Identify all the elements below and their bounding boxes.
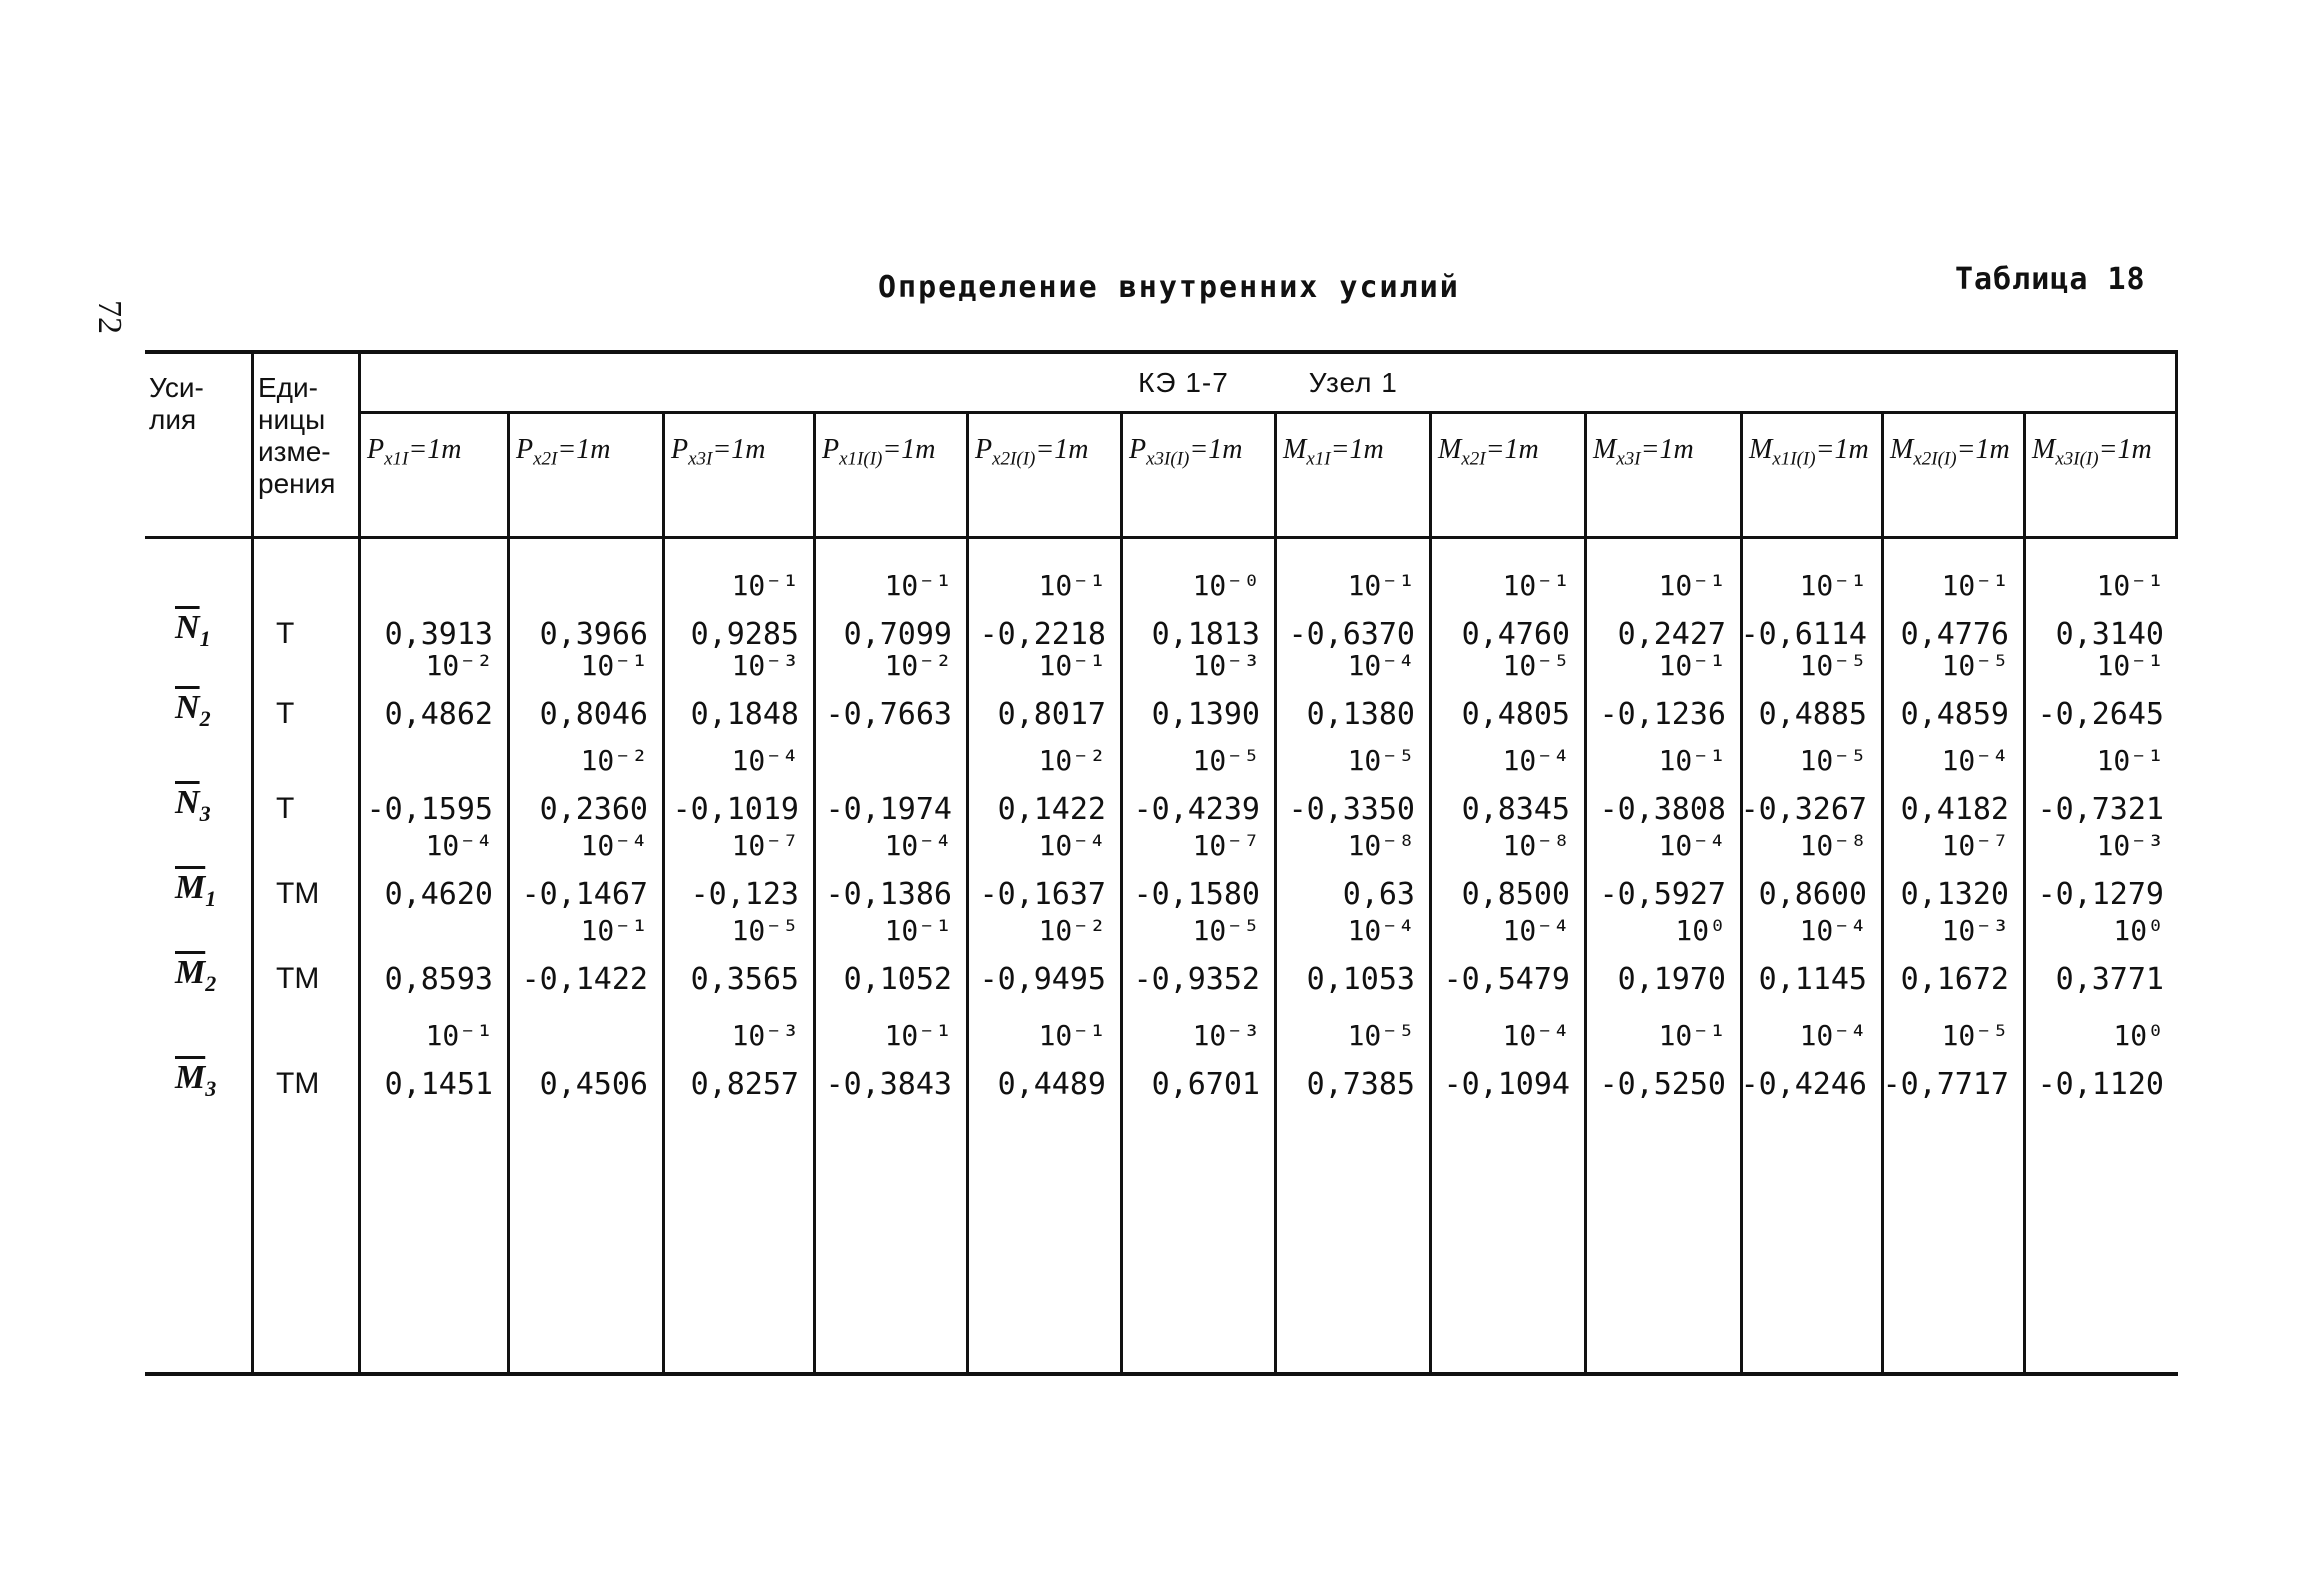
- table-cell-value: 0,8345: [1461, 792, 1570, 827]
- table-cell-value: 0,7385: [1306, 1067, 1415, 1102]
- table-cell-value: 0,4805: [1461, 697, 1570, 732]
- table-cell-value: -0,9495: [979, 962, 1106, 997]
- table-cell-value: 0,2360: [539, 792, 648, 827]
- exponent: 10⁻⁵: [1941, 649, 2009, 682]
- column-header-11: $M_{x2I(I)}=1т$: [1884, 414, 2026, 539]
- exponent: 10⁻¹: [425, 1019, 493, 1052]
- exponent: 10⁻³: [2096, 829, 2164, 862]
- table-cell-value: 0,4776: [1900, 617, 2009, 652]
- table-cell-value: 0,3771: [2055, 962, 2164, 997]
- table-cell-value: -0,1279: [2037, 877, 2164, 912]
- exponent: 10⁻⁵: [1502, 649, 1570, 682]
- column-header-12: $M_{x3I(I)}=1т$: [2026, 414, 2178, 539]
- exponent: 10⁻⁴: [1347, 649, 1415, 682]
- header-units: Еди- ницы изме- рения: [254, 354, 361, 539]
- node-label: Узел 1: [1308, 366, 1398, 398]
- exponent: 10⁻⁸: [1347, 829, 1415, 862]
- values-column-6: [1123, 539, 1277, 1372]
- row-unit: Т: [276, 792, 295, 825]
- exponent: 10⁻¹: [1038, 649, 1106, 682]
- table-cell-value: -0,7717: [1882, 1067, 2009, 1102]
- exponent: 10⁻⁰: [1192, 569, 1260, 602]
- document-title: Определение внутренних усилий: [878, 270, 1460, 305]
- exponent: 10⁻⁵: [1941, 1019, 2009, 1052]
- table-cell-value: 0,4489: [997, 1067, 1106, 1102]
- table-cell-value: -0,1637: [979, 877, 1106, 912]
- column-header-3: $P_{x3I}=1т$: [665, 414, 816, 539]
- values-column-9: [1587, 539, 1743, 1372]
- exponent: 10⁻¹: [884, 1019, 952, 1052]
- element-label: КЭ 1-7: [1138, 366, 1229, 398]
- table-cell-value: 0,4862: [384, 697, 493, 732]
- table-cell-value: -0,5250: [1599, 1067, 1726, 1102]
- values-column-3: [665, 539, 816, 1372]
- table-cell-value: 0,3565: [690, 962, 799, 997]
- exponent: 10⁻¹: [2096, 569, 2164, 602]
- exponent: 10⁻⁵: [1799, 744, 1867, 777]
- exponent: 10⁻¹: [580, 649, 648, 682]
- table-cell-value: 0,4885: [1758, 697, 1867, 732]
- exponent: 10⁻¹: [884, 569, 952, 602]
- column-header-9: $M_{x3I}=1т$: [1587, 414, 1743, 539]
- values-column-7: [1277, 539, 1432, 1372]
- table-cell-value: 0,1380: [1306, 697, 1415, 732]
- exponent: 10⁻⁴: [1347, 914, 1415, 947]
- table-cell-value: -0,2645: [2037, 697, 2164, 732]
- exponent: 10⁻⁴: [1502, 914, 1570, 947]
- table-cell-value: -0,1094: [1443, 1067, 1570, 1102]
- exponent: 10⁻¹: [884, 914, 952, 947]
- units-column: [254, 539, 361, 1372]
- exponent: 10⁻¹: [1941, 569, 2009, 602]
- exponent: 10⁻⁴: [425, 829, 493, 862]
- exponent: 10⁻²: [580, 744, 648, 777]
- table-cell-value: 0,1390: [1151, 697, 1260, 732]
- exponent: 10⁻⁷: [731, 829, 799, 862]
- table-cell-value: 0,4620: [384, 877, 493, 912]
- row-name: $\overline{M}_2$: [175, 954, 217, 996]
- table-cell-value: 0,1145: [1758, 962, 1867, 997]
- table-cell-value: 0,1451: [384, 1067, 493, 1102]
- row-unit: ТМ: [276, 877, 320, 910]
- row-name: $\overline{M}_1$: [175, 869, 217, 911]
- table-cell-value: -0,3843: [825, 1067, 952, 1102]
- row-names-column: [145, 539, 254, 1372]
- exponent: 10⁻⁴: [1502, 1019, 1570, 1052]
- table-cell-value: 0,1422: [997, 792, 1106, 827]
- table-cell-value: 0,8500: [1461, 877, 1570, 912]
- exponent: 10⁻⁴: [1941, 744, 2009, 777]
- values-column-8: [1432, 539, 1587, 1372]
- exponent: 10⁻¹: [1658, 569, 1726, 602]
- exponent: 10⁻¹: [1038, 1019, 1106, 1052]
- exponent: 10⁻⁵: [1192, 914, 1260, 947]
- table-cell-value: -0,1467: [521, 877, 648, 912]
- table-cell-value: -0,6370: [1288, 617, 1415, 652]
- table-cell-value: -0,3808: [1599, 792, 1726, 827]
- page-number: 72: [91, 300, 128, 334]
- exponent: 10⁻⁴: [884, 829, 952, 862]
- exponent: 10⁰: [2113, 914, 2164, 947]
- row-name: $\overline{N}_2$: [175, 689, 211, 731]
- row-name: $\overline{M}_3$: [175, 1059, 217, 1101]
- row-unit: ТМ: [276, 962, 320, 995]
- exponent: 10⁻¹: [1658, 1019, 1726, 1052]
- exponent: 10⁻²: [1038, 744, 1106, 777]
- exponent: 10⁻²: [425, 649, 493, 682]
- table-cell-value: 0,4859: [1900, 697, 2009, 732]
- table-cell-value: -0,123: [690, 877, 799, 912]
- exponent: 10⁻¹: [1347, 569, 1415, 602]
- table-cell-value: -0,1595: [366, 792, 493, 827]
- table-cell-value: 0,1970: [1617, 962, 1726, 997]
- row-unit: Т: [276, 617, 295, 650]
- table-cell-value: -0,5479: [1443, 962, 1570, 997]
- table-cell-value: -0,1236: [1599, 697, 1726, 732]
- table-cell-value: 0,8600: [1758, 877, 1867, 912]
- table-label: Таблица 18: [1955, 262, 2146, 297]
- column-header-10: $M_{x1I(I)}=1т$: [1743, 414, 1884, 539]
- row-unit: Т: [276, 697, 295, 730]
- exponent: 10⁻³: [1192, 649, 1260, 682]
- table-cell-value: -0,7663: [825, 697, 952, 732]
- table-cell-value: 0,8046: [539, 697, 648, 732]
- values-column-12: [2026, 539, 2178, 1372]
- exponent: 10⁻⁷: [1192, 829, 1260, 862]
- table-cell-value: 0,1053: [1306, 962, 1415, 997]
- table-cell-value: -0,9352: [1133, 962, 1260, 997]
- table-cell-value: -0,1120: [2037, 1067, 2164, 1102]
- row-name: $\overline{N}_1$: [175, 609, 211, 651]
- table-cell-value: 0,3140: [2055, 617, 2164, 652]
- header-forces: Уси- лия: [145, 354, 254, 539]
- values-column-4: [816, 539, 969, 1372]
- exponent: 10⁻⁴: [1799, 914, 1867, 947]
- exponent: 10⁻⁵: [1192, 744, 1260, 777]
- table-cell-value: 0,8257: [690, 1067, 799, 1102]
- table-cell-value: 0,1320: [1900, 877, 2009, 912]
- values-column-10: [1740, 539, 1884, 1372]
- table-cell-value: 0,4182: [1900, 792, 2009, 827]
- exponent: 10⁻²: [1038, 914, 1106, 947]
- exponent: 10⁻³: [731, 649, 799, 682]
- table-cell-value: -0,4239: [1133, 792, 1260, 827]
- exponent: 10⁻⁴: [1502, 744, 1570, 777]
- table-cell-value: -0,3350: [1288, 792, 1415, 827]
- table-cell-value: 0,1052: [843, 962, 952, 997]
- exponent: 10⁻⁵: [1799, 649, 1867, 682]
- exponent: 10⁻⁷: [1941, 829, 2009, 862]
- table-cell-value: -0,5927: [1599, 877, 1726, 912]
- exponent: 10⁻⁵: [731, 914, 799, 947]
- table-cell-value: 0,8593: [384, 962, 493, 997]
- exponent: 10⁻⁴: [1799, 1019, 1867, 1052]
- table-cell-value: 0,1672: [1900, 962, 2009, 997]
- table-cell-value: 0,4760: [1461, 617, 1570, 652]
- table-cell-value: -0,1974: [825, 792, 952, 827]
- exponent: 10⁻³: [731, 1019, 799, 1052]
- values-column-1: [361, 539, 510, 1372]
- exponent: 10⁻⁸: [1799, 829, 1867, 862]
- values-column-11: [1884, 539, 2026, 1372]
- table-cell-value: -0,7321: [2037, 792, 2164, 827]
- exponent: 10⁻³: [1192, 1019, 1260, 1052]
- exponent: 10⁻¹: [1038, 569, 1106, 602]
- column-header-1: $P_{x1I}=1т$: [361, 414, 510, 539]
- column-header-4: $P_{x1I(I)}=1т$: [816, 414, 969, 539]
- values-column-2: [510, 539, 665, 1372]
- exponent: 10⁻⁵: [1347, 744, 1415, 777]
- exponent: 10⁻¹: [731, 569, 799, 602]
- table-cell-value: -0,1386: [825, 877, 952, 912]
- exponent: 10⁻¹: [1502, 569, 1570, 602]
- exponent: 10⁻⁴: [1658, 829, 1726, 862]
- table-cell-value: 0,3913: [384, 617, 493, 652]
- exponent: 10⁻³: [1941, 914, 2009, 947]
- column-header-6: $P_{x3I(I)}=1т$: [1123, 414, 1277, 539]
- table-cell-value: 0,8017: [997, 697, 1106, 732]
- exponent: 10⁻¹: [580, 914, 648, 947]
- table-cell-value: 0,7099: [843, 617, 952, 652]
- column-header-2: $P_{x2I}=1т$: [510, 414, 665, 539]
- table-cell-value: -0,4246: [1740, 1067, 1867, 1102]
- table-cell-value: -0,1580: [1133, 877, 1260, 912]
- exponent: 10⁻⁴: [1038, 829, 1106, 862]
- table-cell-value: -0,2218: [979, 617, 1106, 652]
- exponent: 10⁻²: [884, 649, 952, 682]
- table-cell-value: 0,9285: [690, 617, 799, 652]
- table-cell-value: 0,3966: [539, 617, 648, 652]
- table-cell-value: 0,1848: [690, 697, 799, 732]
- table-cell-value: -0,3267: [1740, 792, 1867, 827]
- column-header-5: $P_{x2I(I)}=1т$: [969, 414, 1123, 539]
- exponent: 10⁻¹: [2096, 744, 2164, 777]
- header-element-node: [361, 354, 2178, 414]
- table-cell-value: 0,1813: [1151, 617, 1260, 652]
- row-name: $\overline{N}_3$: [175, 784, 211, 826]
- exponent: 10⁰: [2113, 1019, 2164, 1052]
- exponent: 10⁰: [1675, 914, 1726, 947]
- forces-table: [145, 350, 2178, 1376]
- exponent: 10⁻⁵: [1347, 1019, 1415, 1052]
- exponent: 10⁻¹: [1799, 569, 1867, 602]
- values-column-5: [969, 539, 1123, 1372]
- table-cell-value: -0,6114: [1740, 617, 1867, 652]
- row-unit: ТМ: [276, 1067, 320, 1100]
- exponent: 10⁻¹: [1658, 744, 1726, 777]
- exponent: 10⁻⁸: [1502, 829, 1570, 862]
- exponent: 10⁻¹: [2096, 649, 2164, 682]
- column-header-7: $M_{x1I}=1т$: [1277, 414, 1432, 539]
- table-cell-value: 0,2427: [1617, 617, 1726, 652]
- column-header-8: $M_{x2I}=1т$: [1432, 414, 1587, 539]
- table-cell-value: 0,4506: [539, 1067, 648, 1102]
- table-cell-value: -0,1019: [672, 792, 799, 827]
- table-cell-value: 0,6701: [1151, 1067, 1260, 1102]
- exponent: 10⁻⁴: [731, 744, 799, 777]
- table-cell-value: -0,1422: [521, 962, 648, 997]
- table-cell-value: 0,63: [1342, 877, 1415, 912]
- exponent: 10⁻¹: [1658, 649, 1726, 682]
- exponent: 10⁻⁴: [580, 829, 648, 862]
